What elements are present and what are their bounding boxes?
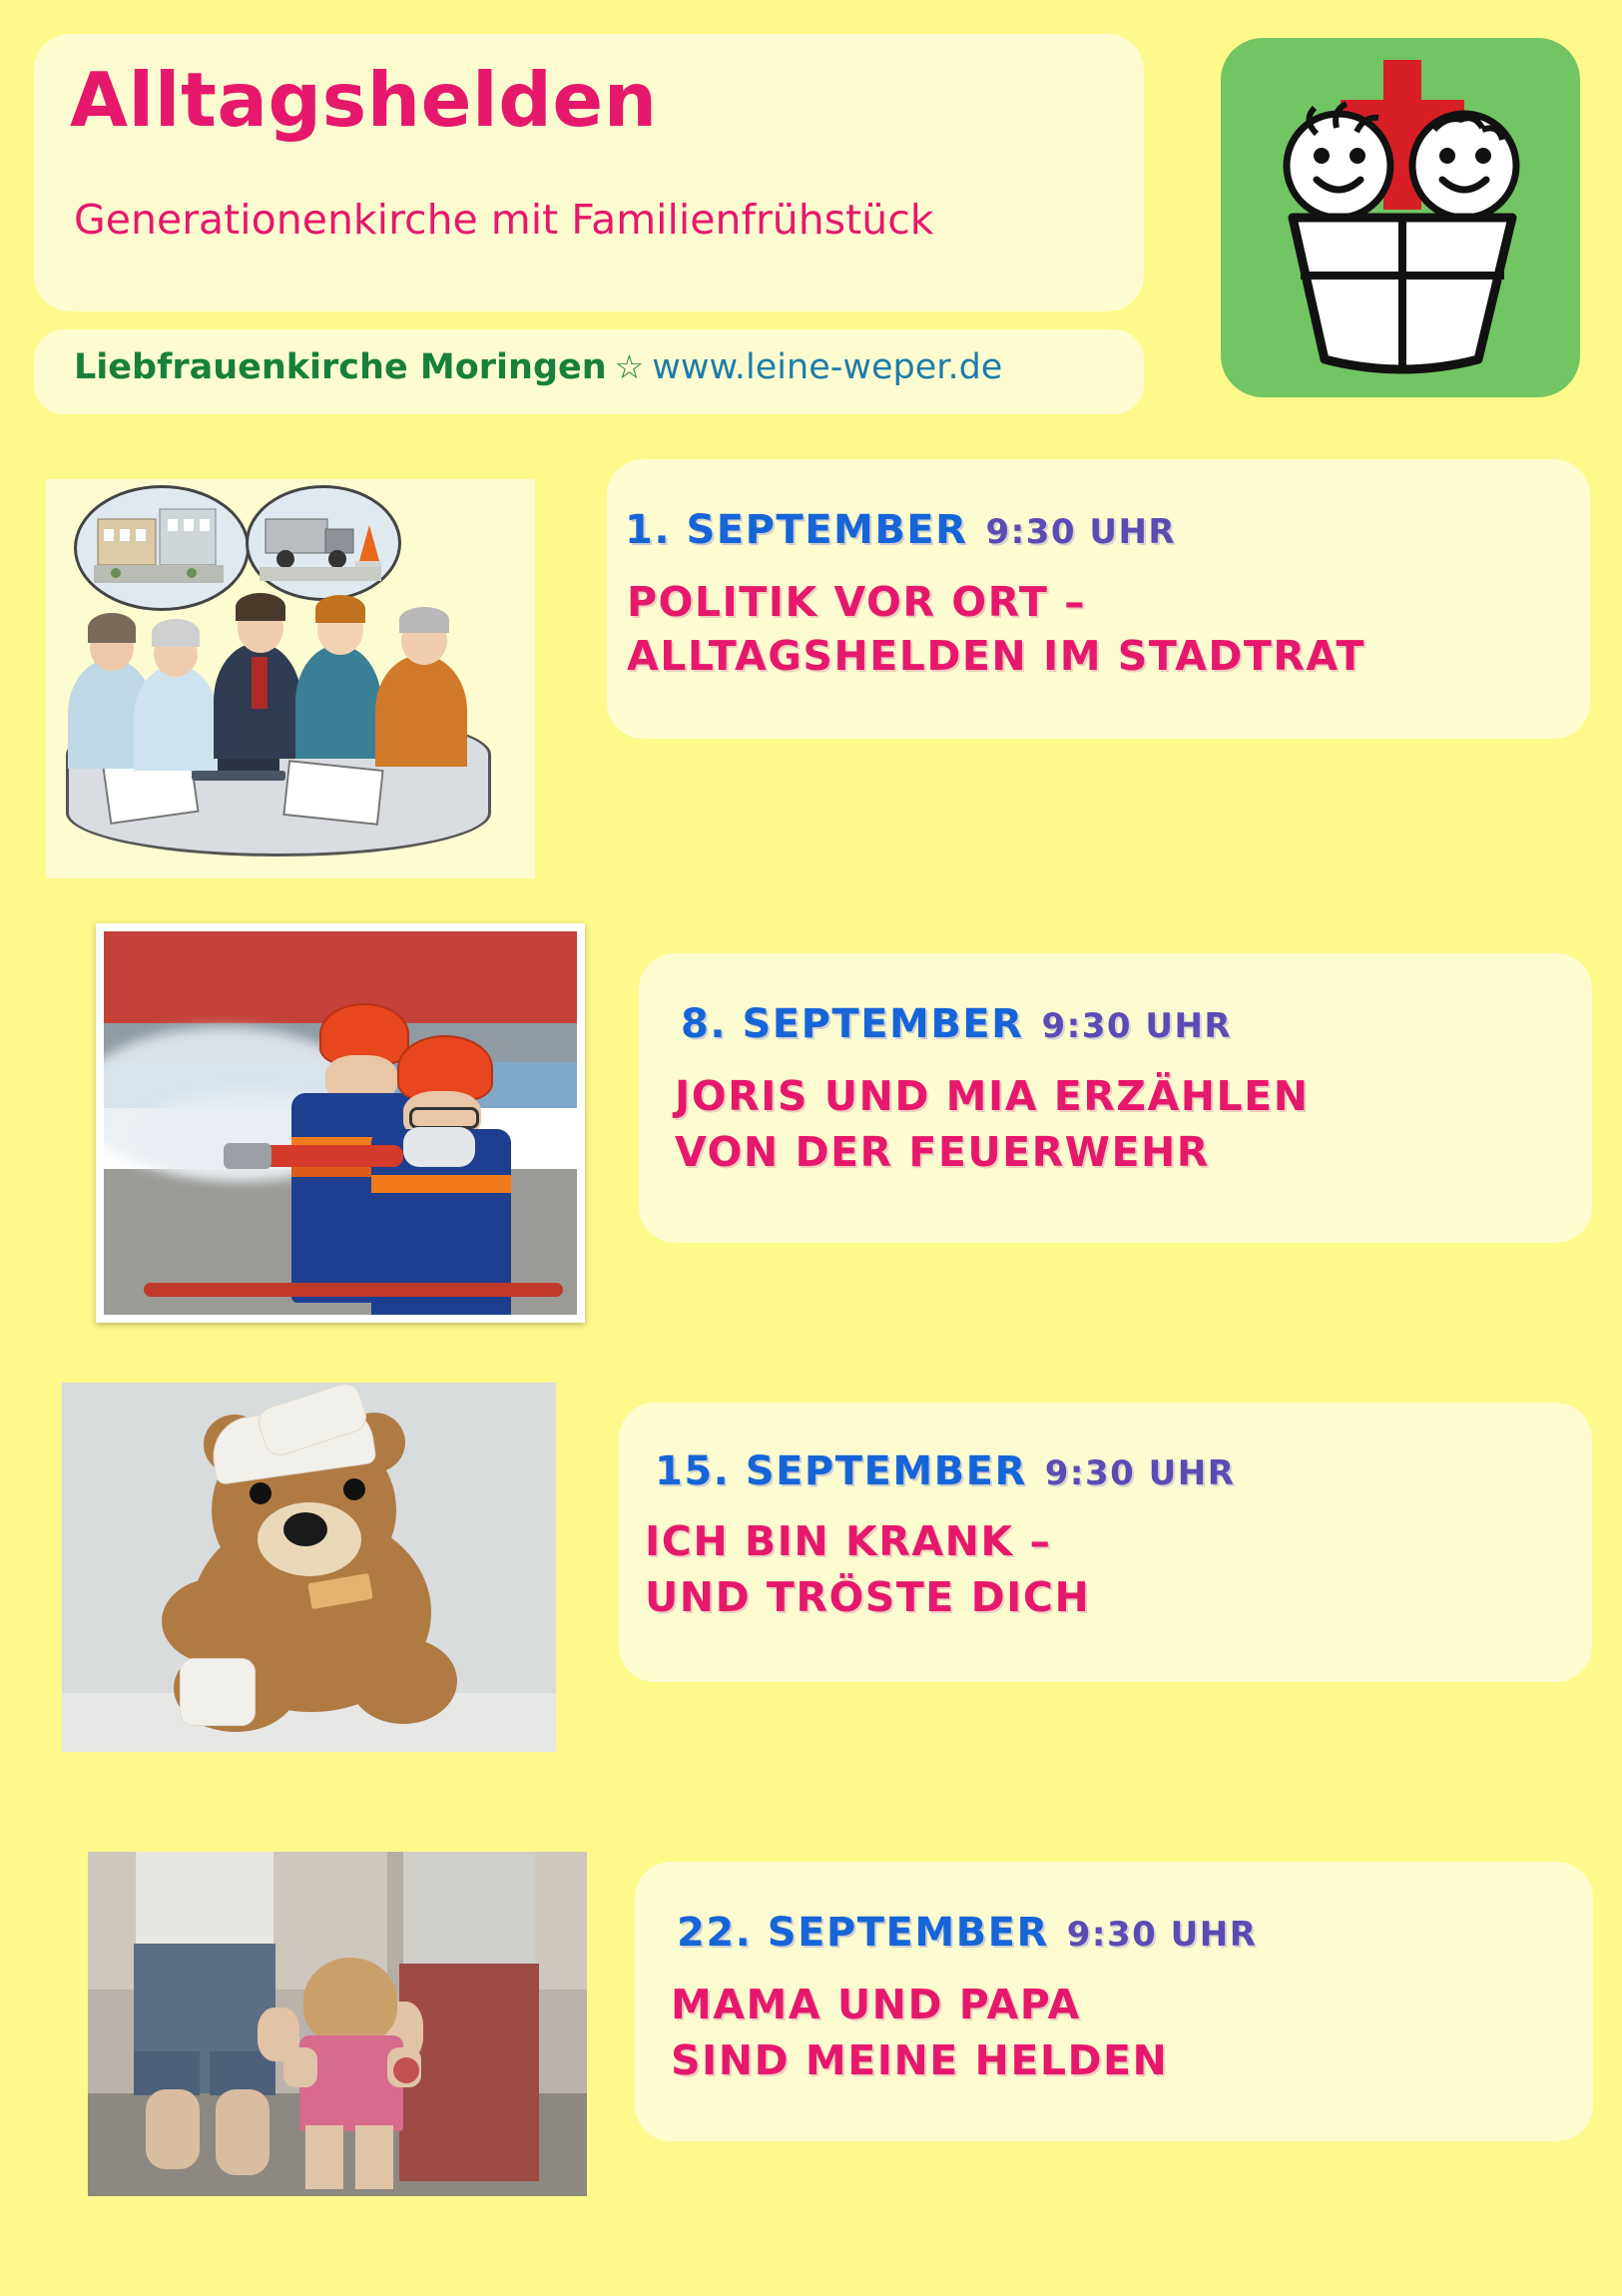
event-text-card-2 — [639, 953, 1592, 1243]
event-date-time-3 — [655, 1448, 1235, 1494]
event-topic-3-line-2: UND TRÖSTE DICH — [645, 1573, 1091, 1621]
family-holding-hands-photo — [88, 1852, 587, 2196]
event-date-4: 22. SEPTEMBER — [677, 1910, 1049, 1956]
church-logo — [1221, 38, 1580, 397]
event-topic-4-line-1: MAMA UND PAPA — [671, 1981, 1081, 2028]
event-topic-4-line-2: SIND MEINE HELDEN — [671, 2036, 1169, 2084]
title-card — [34, 34, 1144, 311]
event-topic-1-line-1: POLITIK VOR ORT – — [627, 578, 1087, 626]
event-image-4 — [88, 1852, 587, 2196]
event-date-time-4 — [677, 1910, 1257, 1956]
event-topic-1-line-2: ALLTAGSHELDEN IM STADTRAT — [627, 632, 1365, 680]
event-time-2: 9:30 UHR — [1041, 1006, 1233, 1046]
page-subtitle: Generationenkirche mit Familienfrühstück — [74, 196, 934, 244]
star-icon: ☆ — [614, 347, 645, 386]
event-date-1: 1. SEPTEMBER — [625, 507, 968, 553]
event-image-1 — [46, 479, 535, 878]
event-date-time-2 — [681, 1001, 1232, 1047]
address-card — [34, 329, 1144, 414]
event-row-1 — [0, 469, 1622, 819]
event-row-2 — [0, 923, 1622, 1293]
children-firefighters-photo — [104, 931, 577, 1315]
bandaged-teddy-bear-photo — [62, 1383, 556, 1752]
event-date-time-1 — [625, 507, 1176, 553]
event-topic-3-line-1: ICH BIN KRANK – — [645, 1517, 1052, 1565]
event-image-3 — [62, 1383, 556, 1752]
website-link[interactable]: www.leine-weper.de — [652, 347, 1003, 387]
event-text-card-4 — [635, 1862, 1593, 2141]
page-title: Alltagshelden — [70, 56, 658, 144]
event-time-1: 9:30 UHR — [985, 512, 1177, 552]
event-row-4 — [0, 1852, 1622, 2251]
poster-header — [0, 0, 1622, 429]
logo-graphic — [1221, 38, 1580, 397]
event-time-4: 9:30 UHR — [1066, 1915, 1258, 1955]
event-row-3 — [0, 1383, 1622, 1752]
event-topic-2-line-2: VON DER FEUERWEHR — [675, 1128, 1210, 1176]
address-line — [74, 347, 1002, 387]
city-council-meeting-illustration — [46, 479, 535, 878]
event-topic-2-line-1: JORIS UND MIA ERZÄHLEN — [675, 1072, 1310, 1120]
event-text-card-3 — [619, 1403, 1592, 1682]
church-name: Liebfrauenkirche Moringen — [74, 347, 607, 387]
event-image-2 — [96, 923, 585, 1323]
event-time-3: 9:30 UHR — [1044, 1453, 1236, 1493]
event-date-3: 15. SEPTEMBER — [655, 1448, 1027, 1494]
event-date-2: 8. SEPTEMBER — [681, 1001, 1024, 1047]
event-text-card-1 — [607, 459, 1590, 739]
